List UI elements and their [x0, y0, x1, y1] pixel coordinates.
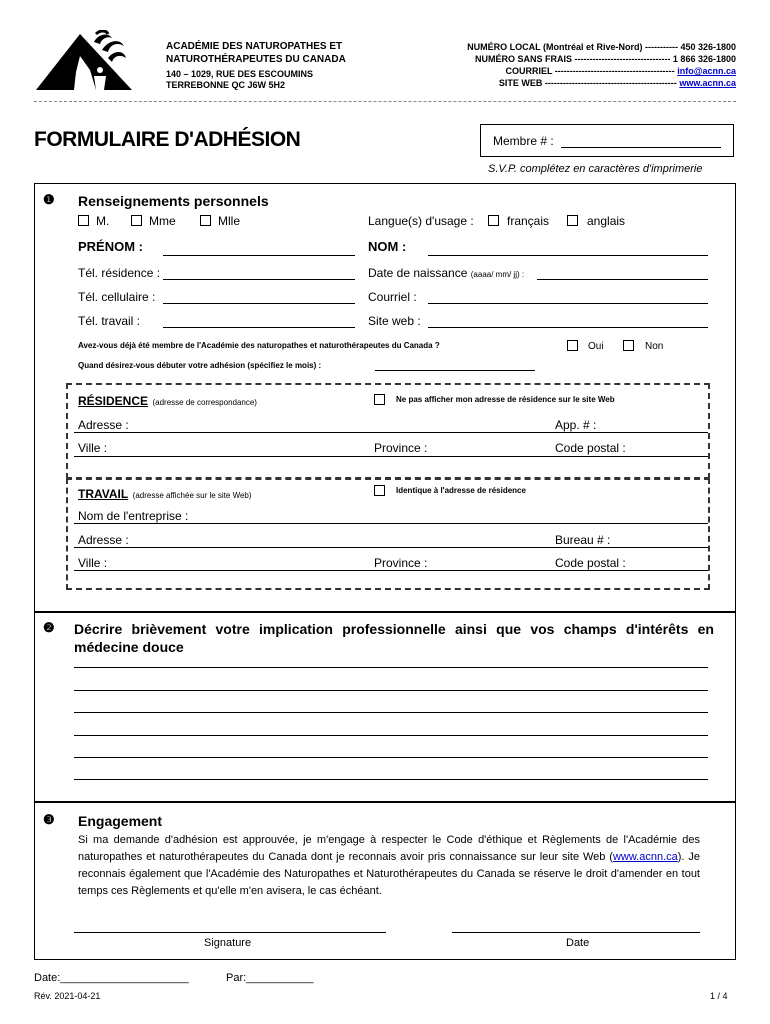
residence-subtitle: (adresse de correspondance)	[152, 398, 257, 407]
org-name-line1: ACADÉMIE DES NATUROPATHES ET	[166, 41, 343, 52]
trav-province-label: Province :	[374, 556, 428, 570]
res-province-label: Province :	[374, 441, 428, 455]
checkbox-francais[interactable]	[488, 215, 499, 226]
dob-text: Date de naissance	[368, 266, 468, 280]
dob-label	[368, 266, 524, 280]
description-line-3[interactable]	[74, 712, 708, 713]
hide-residence-label: Ne pas afficher mon adresse de résidence sur le site Web	[396, 395, 615, 404]
footer-par: Par:___________	[226, 972, 314, 984]
email-link[interactable]: info@acnn.ca	[677, 66, 736, 76]
res-ville-label: Ville :	[78, 441, 108, 455]
section2-title: Décrire brièvement votre implication professionnelle ainsi que vos champs d'intérêts en médecine douce	[74, 621, 714, 655]
travail-heading	[78, 485, 252, 503]
academy-logo	[34, 30, 134, 92]
language-anglais: anglais	[587, 214, 626, 228]
description-line-1[interactable]	[74, 667, 708, 668]
dob-field[interactable]	[537, 279, 708, 280]
already-member-question: Avez-vous déjà été membre de l'Académie des naturopathes et naturothérapeutes du Canada ?	[78, 341, 440, 350]
tel-travail-label: Tél. travail :	[78, 314, 141, 328]
trav-adresse-label: Adresse :	[78, 533, 129, 547]
section2-badge: ❷	[43, 620, 55, 635]
engagement-text-2: ). Je reconnais également que l'Académie des Naturopathes et Naturothérapeutes du Canada se réserve le droit d'amender en tout temps ces Règlements et qu'elle m'en avisera, le cas échéant.	[78, 851, 700, 897]
header-divider	[34, 101, 736, 102]
non-label: Non	[645, 341, 664, 352]
salutation-mlle: Mlle	[218, 214, 241, 228]
print-instruction: S.V.P. complétez en caractères d'imprimerie	[488, 163, 703, 175]
res-adresse-field[interactable]	[74, 432, 708, 433]
res-ville-field[interactable]	[74, 456, 708, 457]
engagement-link[interactable]: www.acnn.ca	[612, 851, 678, 863]
residence-heading	[78, 392, 257, 410]
signature-label: Signature	[204, 937, 252, 949]
trav-code-postal-label: Code postal :	[555, 556, 626, 570]
site-web-field[interactable]	[428, 327, 708, 328]
start-when-question: Quand désirez-vous débuter votre adhésion (spécifiez le mois) :	[78, 361, 322, 370]
engagement-text-1: Si ma demande d'adhésion est approuvée, je m'engage à respecter le Code d'éthique et Règlements de l'Académie des naturopathes et naturothérapeutes du Canada dont je reconnais avoir pris connaissance sur leur site Web (	[78, 834, 700, 863]
entreprise-field[interactable]	[74, 523, 708, 524]
travail-subtitle: (adresse affichée sur le site Web)	[132, 491, 252, 500]
entreprise-label: Nom de l'entreprise :	[78, 509, 189, 523]
trav-adresse-field[interactable]	[74, 547, 708, 548]
footer-date: Date:_____________________	[34, 972, 189, 984]
oui-label: Oui	[588, 341, 604, 352]
description-line-6[interactable]	[74, 779, 708, 780]
page-number: 1 / 4	[710, 991, 728, 1001]
engagement-paragraph	[78, 832, 700, 900]
section1-title: Renseignements personnels	[78, 193, 269, 209]
salutation-m: M.	[96, 214, 110, 228]
courriel-label: Courriel :	[368, 290, 417, 304]
prenom-field[interactable]	[163, 255, 355, 256]
web-line	[420, 78, 736, 89]
tel-travail-field[interactable]	[163, 327, 355, 328]
email-line	[420, 66, 736, 77]
org-address-line2: TERREBONNE QC J6W 5H2	[166, 80, 286, 90]
courriel-field[interactable]	[428, 303, 708, 304]
site-web-label: Site web :	[368, 314, 421, 328]
checkbox-hide-residence[interactable]	[374, 394, 385, 405]
section1-badge: ❶	[43, 192, 55, 207]
checkbox-same-address[interactable]	[374, 485, 385, 496]
local-phone: NUMÉRO LOCAL (Montréal et Rive-Nord) ----------- 450 326-1800	[467, 42, 736, 52]
date-label: Date	[566, 937, 590, 949]
description-line-4[interactable]	[74, 735, 708, 736]
nom-field[interactable]	[428, 255, 708, 256]
description-line-2[interactable]	[74, 690, 708, 691]
form-title: FORMULAIRE D'ADHÉSION	[34, 128, 301, 151]
signature-line[interactable]	[74, 932, 386, 933]
res-app-label: App. # :	[555, 418, 597, 432]
res-adresse-label: Adresse :	[78, 418, 129, 432]
checkbox-m[interactable]	[78, 215, 89, 226]
web-label: SITE WEB --------------------------------------------	[498, 78, 677, 88]
member-number-box[interactable]	[480, 124, 734, 157]
residence-title: RÉSIDENCE	[78, 394, 149, 408]
checkbox-mme[interactable]	[131, 215, 142, 226]
checkbox-anglais[interactable]	[567, 215, 578, 226]
org-address-line1: 140 – 1029, RUE DES ESCOUMINS	[166, 69, 314, 79]
res-code-postal-label: Code postal :	[555, 441, 626, 455]
trav-ville-label: Ville :	[78, 556, 108, 570]
checkbox-mlle[interactable]	[200, 215, 211, 226]
travail-title: TRAVAIL	[78, 487, 129, 501]
section3-badge: ❸	[43, 812, 55, 827]
date-line[interactable]	[452, 932, 700, 933]
tel-cellulaire-label: Tél. cellulaire :	[78, 290, 156, 304]
tel-residence-label: Tél. résidence :	[78, 266, 161, 280]
trav-ville-field[interactable]	[74, 570, 708, 571]
dob-format: (aaaa/ mm/ jj) :	[470, 270, 525, 279]
language-label: Langue(s) d'usage :	[368, 214, 474, 228]
web-link[interactable]: www.acnn.ca	[679, 78, 736, 88]
start-when-field[interactable]	[375, 370, 535, 371]
tel-residence-field[interactable]	[163, 279, 355, 280]
member-number-label: Membre # :	[493, 134, 554, 148]
language-francais: français	[507, 214, 550, 228]
tel-cellulaire-field[interactable]	[163, 303, 355, 304]
nom-label: NOM :	[368, 239, 407, 254]
salutation-mme: Mme	[149, 214, 176, 228]
trav-bureau-label: Bureau # :	[555, 533, 611, 547]
email-label: COURRIEL ----------------------------------------	[505, 66, 675, 76]
org-name-line2: NATUROTHÉRAPEUTES DU CANADA	[166, 54, 346, 65]
revision-date: Rév. 2021-04-21	[34, 991, 101, 1001]
checkbox-oui[interactable]	[567, 340, 578, 351]
checkbox-non[interactable]	[623, 340, 634, 351]
same-address-label: Identique à l'adresse de résidence	[396, 486, 526, 495]
description-line-5[interactable]	[74, 757, 708, 758]
prenom-label: PRÉNOM :	[78, 239, 143, 254]
member-number-field[interactable]	[561, 147, 721, 148]
tollfree-phone: NUMÉRO SANS FRAIS -------------------------------- 1 866 326-1800	[475, 54, 736, 64]
section3-title: Engagement	[78, 813, 163, 829]
